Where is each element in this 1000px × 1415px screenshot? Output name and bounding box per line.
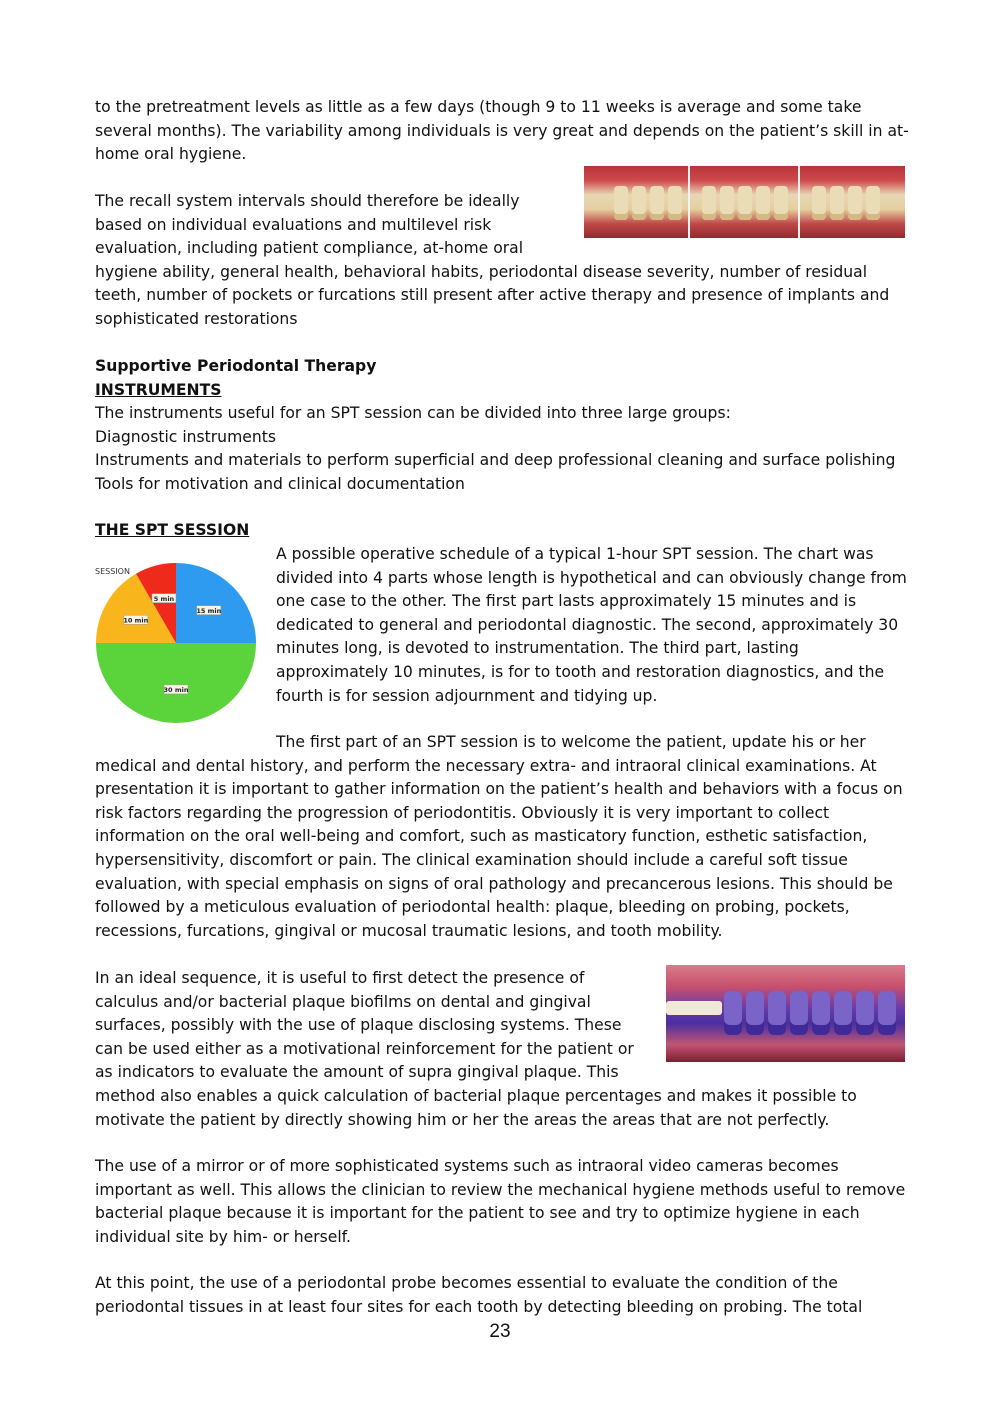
text-line: presentation it is important to gather information on the patient’s health and behaviors with a focus on [95,780,903,799]
text-line: method also enables a quick calculation of bacterial plaque percentages and makes it possible to [95,1086,857,1105]
text-line: Instruments and materials to perform superficial and deep professional cleaning and surface polishing [95,451,896,470]
text-line: risk factors regarding the progression of periodontitis. Obviously it is very important to collect [95,803,830,822]
paragraph-mirror [95,1155,910,1249]
text-line: individual site by him- or herself. [95,1227,351,1246]
teeth-photo-image [584,166,905,238]
session-pie-chart [95,560,260,725]
text-line: surfaces, possibly with the use of plaque disclosing systems. These [95,1016,622,1035]
text-line: based on individual evaluations and multilevel risk [95,215,492,234]
text-line: information on the oral well-being and comfort, such as masticatory function, esthetic satisfaction, [95,827,868,846]
section-spt-session [95,519,910,543]
text-line: hygiene ability, general health, behavioral habits, periodontal disease severity, number of residual [95,262,868,281]
text-line: periodontal tissues in at least four sites for each tooth by detecting bleeding on probing. The total [95,1297,863,1316]
chart-title: SESSION [95,567,130,576]
text-line: as indicators to evaluate the amount of supra gingival plaque. This [95,1063,619,1082]
paragraph-recovery [95,96,910,167]
text-line: teeth, number of pockets or furcations still present after active therapy and presence of implants and [95,286,890,305]
text-line: important as well. This allows the clinician to review the mechanical hygiene methods useful to remove [95,1180,906,1199]
section-instruments [95,355,910,497]
text-line: The first part of an SPT session is to welcome the patient, update his or her [276,733,866,751]
pie-chart-svg [95,560,260,725]
text-line: bacterial plaque because it is important for the patient to see and try to optimize hygiene in each [95,1204,860,1223]
paragraph-ideal-sequence [95,967,910,1132]
slice-label: 5 min [153,594,175,603]
text-line: hypersensitivity, discomfort or pain. The clinical examination should include a careful soft tissue [95,850,848,869]
paragraph-probe [95,1272,910,1319]
paragraph-schedule [276,543,916,708]
pie-slice [176,563,256,643]
pie-slice [96,643,256,723]
text-line: divided into 4 parts whose length is hypothetical and can obviously change from [276,568,907,587]
text-line: A possible operative schedule of a typical 1-hour SPT session. The chart was [276,545,874,563]
text-line: calculus and/or bacterial plaque biofilms on dental and gingival [95,992,591,1011]
slice-label: 10 min [123,616,149,625]
text-line: dedicated to general and periodontal diagnostic. The second, approximately 30 [276,615,899,634]
subsection-heading: THE SPT SESSION [95,521,250,539]
text-line: At this point, the use of a periodontal probe becomes essential to evaluate the condition of the [95,1274,838,1292]
text-line: medical and dental history, and perform the necessary extra- and intraoral clinical examinations. At [95,756,877,775]
text-line: home oral hygiene. [95,145,247,164]
text-line: motivate the patient by directly showing him or her the areas the areas that are not perfectly. [95,1110,830,1129]
text-line: evaluation, with special emphasis on signs of oral pathology and precancerous lesions. This should be [95,874,893,893]
page-number: 23 [489,1321,511,1342]
text-line: evaluation, including patient compliance, at-home oral [95,239,524,258]
subsection-heading: INSTRUMENTS [95,380,222,399]
text-line: one case to the other. The first part lasts approximately 15 minutes and is [276,592,857,611]
text-line: Diagnostic instruments [95,427,276,446]
slice-label: 30 min [163,686,189,694]
text-line: to the pretreatment levels as little as a few days (though 9 to 11 weeks is average and some take [95,98,862,116]
text-line: minutes long, is devoted to instrumentation. The third part, lasting [276,639,799,658]
text-line: In an ideal sequence, it is useful to first detect the presence of [95,969,585,987]
text-line: several months). The variability among individuals is very great and depends on the patient’s skill in at- [95,121,909,140]
text-line: can be used either as a motivational reinforcement for the patient or [95,1039,634,1058]
section-heading: Supportive Periodontal Therapy [95,357,377,375]
text-line: Tools for motivation and clinical documentation [95,474,465,493]
text-line: followed by a meticulous evaluation of periodontal health: plaque, bleeding on probing, pockets, [95,898,850,917]
text-line: The recall system intervals should therefore be ideally [95,192,520,210]
text-line: approximately 10 minutes, is for to tooth and restoration diagnostics, and the [276,662,885,681]
text-line: fourth is for session adjournment and tidying up. [276,686,658,705]
text-line: recessions, furcations, gingival or mucosal traumatic lesions, and tooth mobility. [95,921,723,940]
paragraph-first-part [95,731,910,943]
text-line: sophisticated restorations [95,309,298,328]
text-line: The instruments useful for an SPT session can be divided into three large groups: [95,404,731,423]
slice-label: 15 min [196,606,222,615]
text-line: The use of a mirror or of more sophisticated systems such as intraoral video cameras becomes [95,1157,839,1175]
